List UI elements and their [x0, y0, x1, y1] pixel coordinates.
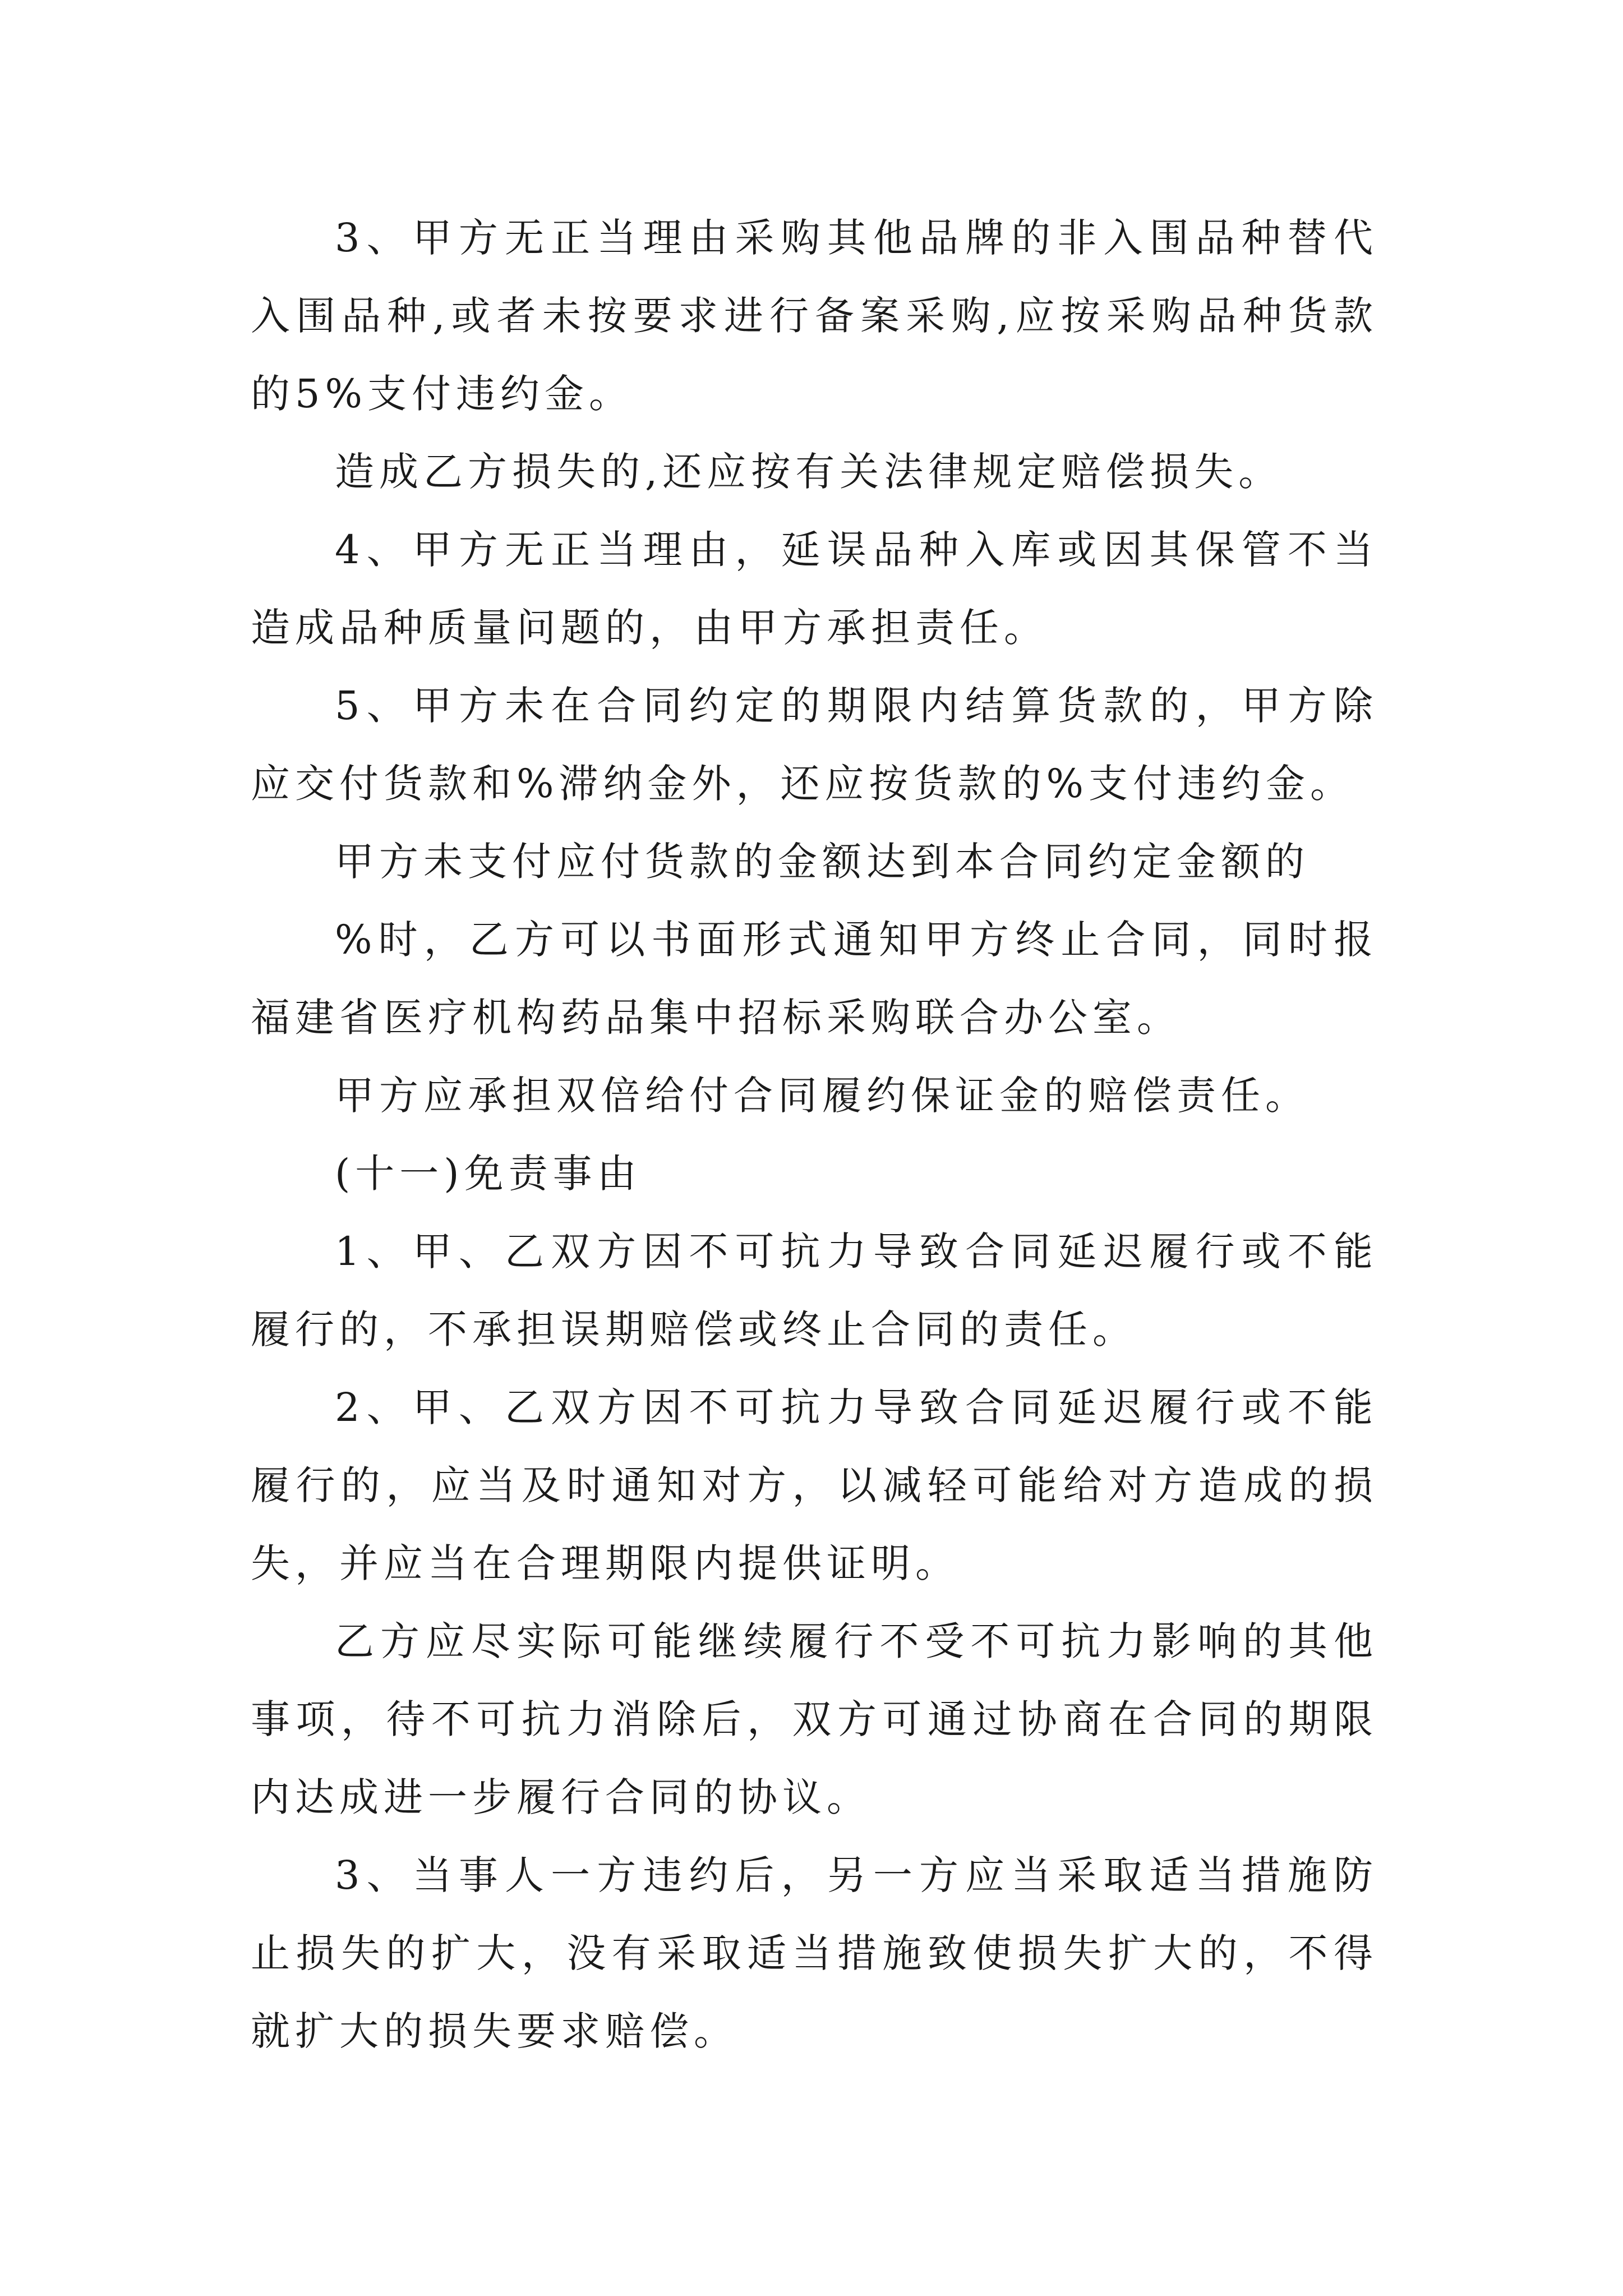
paragraph-4: 5、甲方未在合同约定的期限内结算货款的，甲方除应交付货款和%滞纳金外，还应按货款的%支付违约金。: [251, 683, 1378, 807]
paragraph-2: 造成乙方损失的,还应按有关法律规定赔偿损失。: [335, 449, 1283, 495]
paragraph-3: 4、甲方无正当理由，延误品种入库或因其保管不当造成品种质量问题的，由甲方承担责任。: [251, 527, 1378, 651]
section-heading-exemption: (十一)免责事由: [335, 1151, 642, 1197]
paragraph-5: 甲方未支付应付货款的金额达到本合同约定金额的: [335, 839, 1310, 885]
document-body: [251, 199, 1378, 2070]
paragraph-9: 1、甲、乙双方因不可抗力导致合同延迟履行或不能履行的，不承担误期赔偿或终止合同的责任。: [251, 1228, 1378, 1352]
paragraph-12: 3、当事人一方违约后，另一方应当采取适当措施防止损失的扩大，没有采取适当措施致使损失扩大的，不得就扩大的损失要求赔偿。: [251, 1852, 1378, 2054]
paragraph-7: 甲方应承担双倍给付合同履约保证金的赔偿责任。: [335, 1073, 1310, 1119]
paragraph-11: 乙方应尽实际可能继续履行不受不可抗力影响的其他事项，待不可抗力消除后，双方可通过协商在合同的期限内达成进一步履行合同的协议。: [251, 1618, 1378, 1820]
paragraph-10: 2、甲、乙双方因不可抗力导致合同延迟履行或不能履行的，应当及时通知对方，以减轻可能给对方造成的损失，并应当在合理期限内提供证明。: [251, 1384, 1378, 1586]
paragraph-6: %时，乙方可以书面形式通知甲方终止合同，同时报福建省医疗机构药品集中招标采购联合办公室。: [251, 917, 1378, 1041]
paragraph-1: 3、甲方无正当理由采购其他品牌的非入围品种替代入围品种,或者未按要求进行备案采购,应按采购品种货款的5%支付违约金。: [251, 215, 1378, 417]
